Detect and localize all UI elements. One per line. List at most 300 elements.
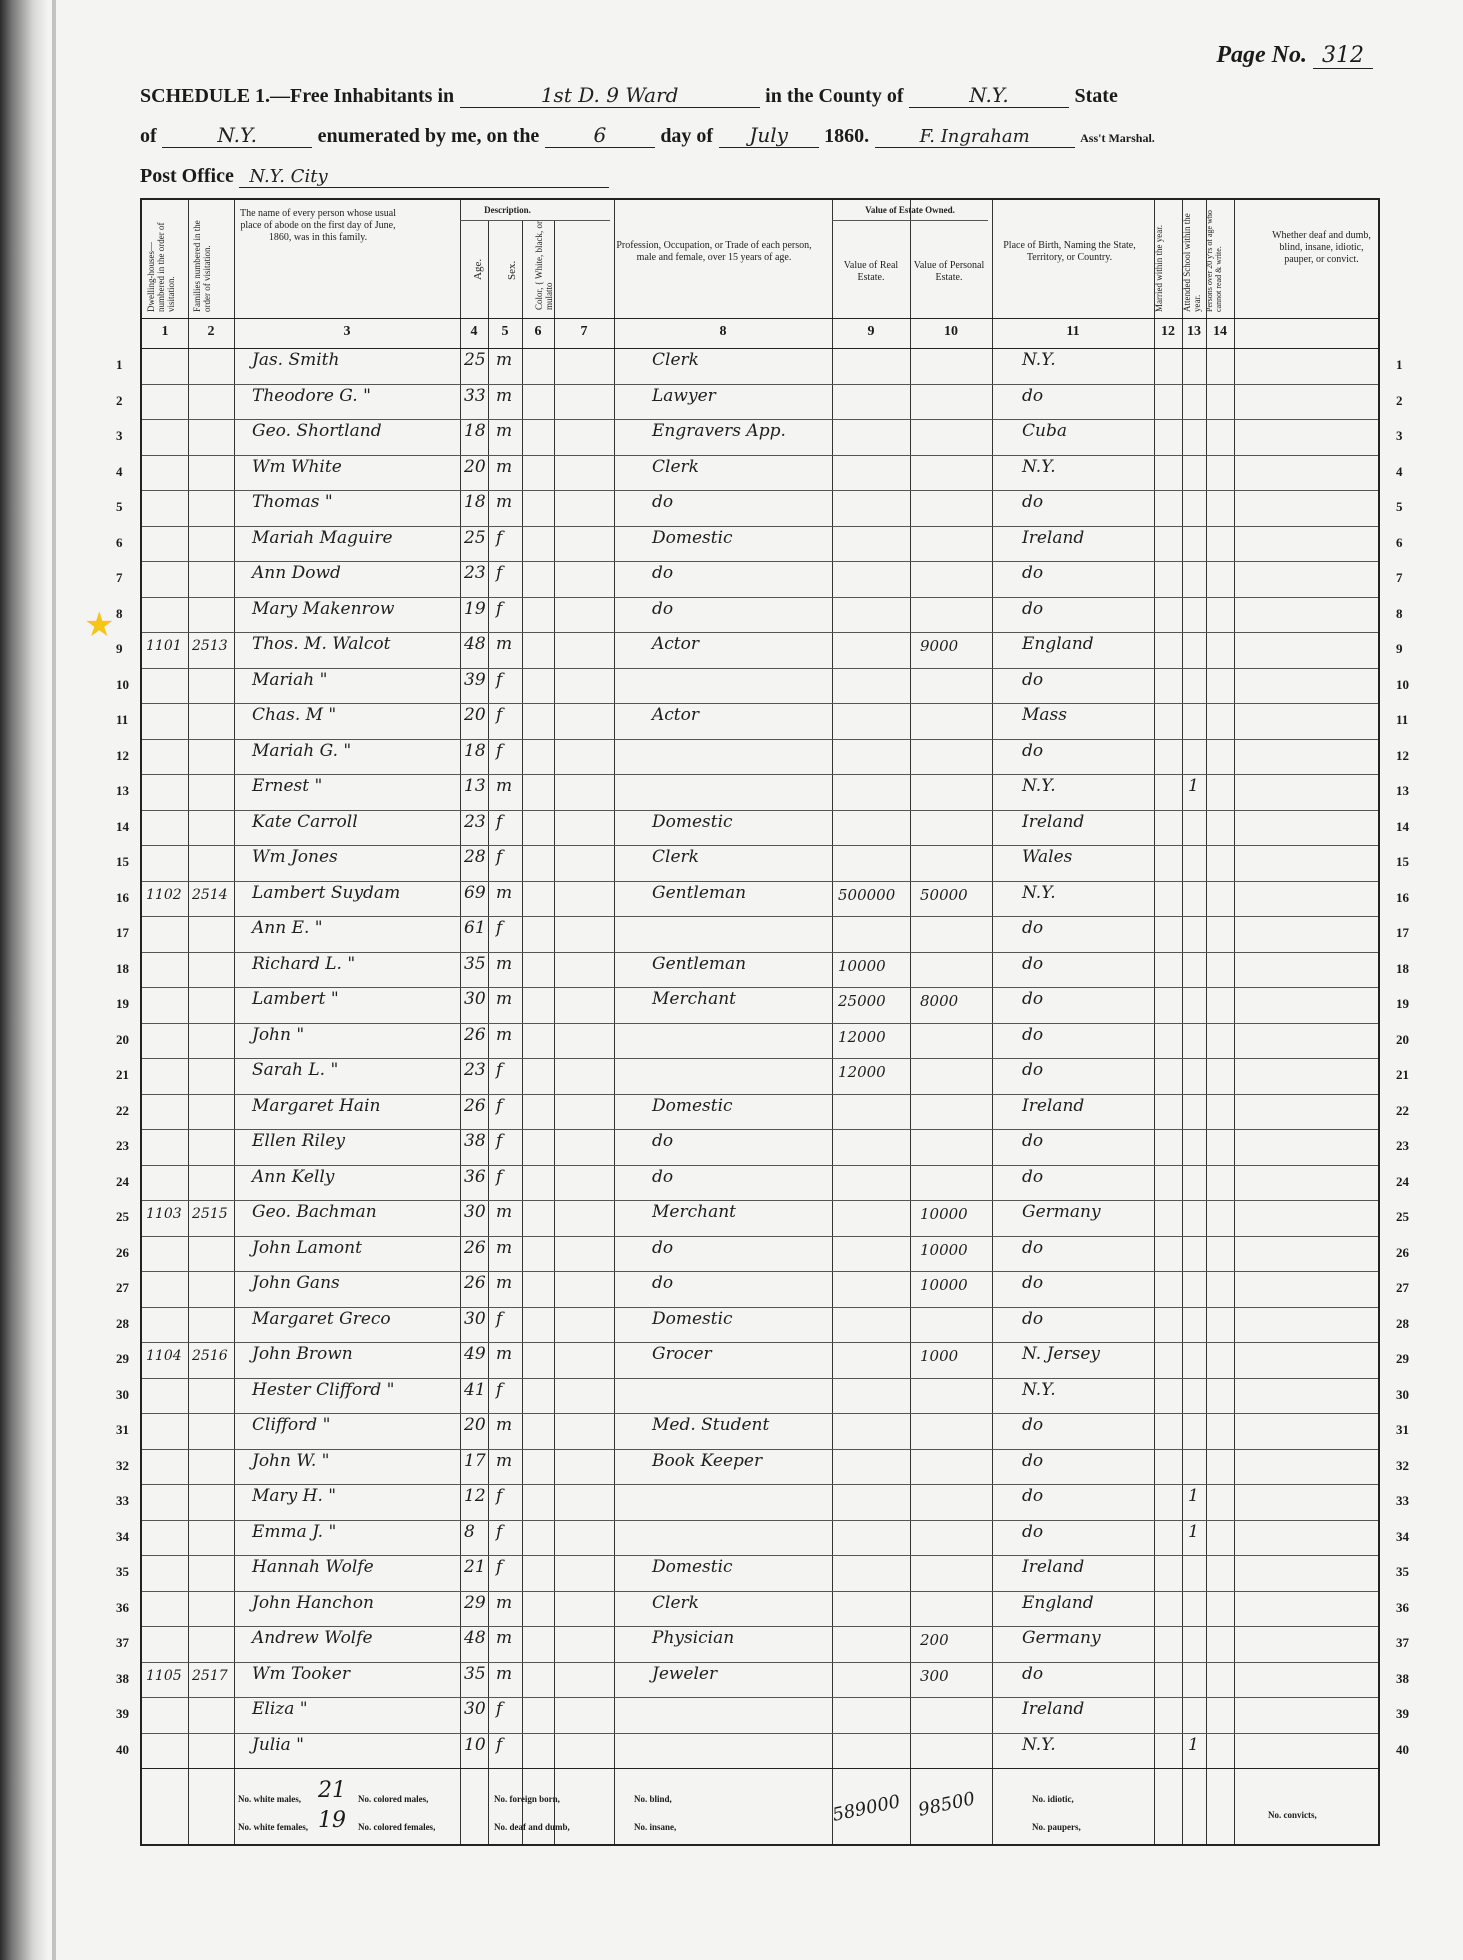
- table-row: [142, 1058, 1382, 1094]
- sex: m: [496, 776, 513, 796]
- table-row: [142, 1200, 1382, 1236]
- person-name: Sarah L. ": [252, 1060, 339, 1080]
- occupation: Domestic: [652, 1557, 733, 1577]
- table-row: [142, 1413, 1382, 1449]
- person-name: Thos. M. Walcot: [252, 634, 391, 654]
- sex: m: [496, 634, 513, 654]
- column-number: 3: [343, 324, 351, 339]
- row-number-left: 18: [116, 960, 129, 976]
- row-number-right: 27: [1396, 1280, 1409, 1295]
- header-illiterate: Persons over 20 y'rs of age who cannot read & write.: [1205, 210, 1223, 312]
- birthplace: do: [1022, 1131, 1044, 1151]
- row-number-left: 17: [116, 925, 129, 940]
- row-number-left: 1: [116, 357, 123, 372]
- row-number-left: 24: [116, 1173, 129, 1189]
- birthplace: do: [1022, 1273, 1044, 1293]
- age: 26: [464, 1273, 486, 1293]
- footer-deaf-dumb: No. deaf and dumb,: [494, 1822, 570, 1832]
- header-married: Married within the year.: [1154, 225, 1164, 312]
- row-number-left: 9: [116, 641, 123, 656]
- row-number-left: 37: [116, 1635, 129, 1650]
- birthplace: do: [1022, 1450, 1044, 1471]
- person-name: Andrew Wolfe: [252, 1628, 373, 1648]
- birthplace: do: [1022, 598, 1044, 619]
- person-name: Mariah Maguire: [252, 527, 393, 548]
- sex: f: [496, 598, 503, 619]
- footer-foreign-born: No. foreign born,: [494, 1794, 560, 1804]
- row-number-left: 4: [116, 463, 123, 479]
- footer-paupers: No. paupers,: [1032, 1822, 1081, 1832]
- row-number-right: 11: [1396, 712, 1409, 727]
- person-name: Chas. M ": [252, 705, 337, 725]
- age: 25: [464, 350, 486, 370]
- occupation: Actor: [652, 705, 699, 725]
- row-number-right: 28: [1396, 1315, 1409, 1331]
- header-estate: Value of Estate Owned.: [865, 205, 955, 215]
- family-number: 2517: [192, 1667, 228, 1684]
- birthplace: England: [1022, 1592, 1094, 1613]
- real-estate-value: 25000: [838, 992, 886, 1010]
- birthplace: Germany: [1022, 1202, 1101, 1222]
- page-edge-shadow: [0, 0, 48, 1960]
- sex: m: [496, 1237, 513, 1258]
- occupation: do: [652, 598, 674, 619]
- row-number-left: 28: [116, 1315, 129, 1331]
- table-row: [142, 774, 1382, 810]
- birthplace: do: [1022, 989, 1044, 1009]
- header-personal-estate: Value of Personal Estate.: [913, 260, 985, 283]
- subheader-divider: [460, 220, 610, 221]
- row-number-left: 25: [116, 1209, 129, 1224]
- personal-estate-value: 10000: [920, 1276, 968, 1294]
- birthplace: do: [1022, 385, 1044, 406]
- school-mark: 1: [1188, 1486, 1199, 1506]
- occupation: Domestic: [652, 1095, 733, 1116]
- row-number-left: 11: [116, 712, 129, 727]
- table-row: [142, 1626, 1382, 1662]
- person-name: Eliza ": [252, 1699, 308, 1719]
- sex: f: [496, 1308, 503, 1329]
- occupation: Domestic: [652, 527, 733, 548]
- personal-estate-value: 8000: [920, 992, 959, 1010]
- occupation: Domestic: [652, 811, 733, 832]
- age: 36: [464, 1166, 486, 1187]
- sex: m: [496, 1024, 513, 1045]
- row-number-left: 22: [116, 1102, 129, 1118]
- table-row: [142, 526, 1382, 562]
- occupation: Grocer: [652, 1344, 712, 1364]
- occupation: Med. Student: [652, 1415, 770, 1435]
- header-birthplace: Place of Birth, Naming the State, Territory, or Country.: [1003, 240, 1136, 263]
- row-number-left: 7: [116, 570, 123, 585]
- header-school: Attended School within the year.: [1182, 213, 1202, 312]
- header-description: Description.: [484, 205, 531, 215]
- age: 30: [464, 1202, 486, 1222]
- birthplace: Mass: [1022, 705, 1067, 725]
- person-name: Geo. Shortland: [252, 421, 382, 441]
- sex: f: [496, 1379, 503, 1400]
- person-name: Kate Carroll: [252, 811, 358, 832]
- row-number-left: 40: [116, 1741, 129, 1757]
- row-number-right: 6: [1396, 534, 1403, 550]
- table-row: [142, 1307, 1382, 1343]
- birthplace: N.Y.: [1022, 1379, 1056, 1400]
- row-number-right: 22: [1396, 1102, 1409, 1118]
- occupation: Merchant: [652, 989, 736, 1009]
- occupation: do: [652, 563, 674, 583]
- age: 30: [464, 1308, 486, 1329]
- row-number-left: 36: [116, 1599, 129, 1615]
- column-number: 14: [1213, 324, 1227, 339]
- row-number-right: 17: [1396, 925, 1409, 940]
- birthplace: Ireland: [1022, 1557, 1085, 1577]
- age: 19: [464, 598, 486, 619]
- footer-white-females: 19: [318, 1808, 346, 1833]
- age: 28: [464, 847, 486, 867]
- table-row: [142, 1555, 1382, 1591]
- person-name: John Gans: [252, 1273, 340, 1293]
- row-number-right: 8: [1396, 605, 1403, 621]
- row-number-left: 30: [116, 1386, 129, 1402]
- schedule-line-3: Post Office N.Y. City: [140, 162, 609, 188]
- census-table: [116, 198, 1409, 1846]
- table-row: [142, 1733, 1382, 1769]
- occupation: do: [652, 1237, 674, 1258]
- person-name: John Brown: [252, 1344, 353, 1364]
- person-name: John ": [252, 1024, 305, 1045]
- subheader-divider: [832, 220, 988, 221]
- row-number-left: 15: [116, 854, 129, 869]
- birthplace: Germany: [1022, 1628, 1101, 1648]
- person-name: Ernest ": [252, 776, 323, 796]
- footer-white-females-label: No. white females,: [238, 1822, 308, 1832]
- sex: f: [496, 918, 503, 938]
- personal-estate-value: 10000: [920, 1240, 968, 1259]
- table-row: [142, 1697, 1382, 1733]
- table-row: [142, 597, 1382, 633]
- age: 35: [464, 1663, 486, 1684]
- header-condition: Whether deaf and dumb, blind, insane, idiotic, pauper, or convict.: [1272, 230, 1371, 265]
- table-row: [142, 952, 1382, 988]
- sex: m: [496, 456, 513, 477]
- personal-estate-value: 10000: [920, 1205, 968, 1223]
- birthplace: N.Y.: [1022, 456, 1056, 477]
- age: 13: [464, 776, 486, 796]
- row-number-left: 5: [116, 499, 123, 514]
- row-number-right: 18: [1396, 960, 1409, 976]
- real-estate-value: 12000: [838, 1063, 886, 1081]
- birthplace: do: [1022, 953, 1044, 974]
- row-number-right: 20: [1396, 1031, 1409, 1047]
- table-row: [142, 845, 1382, 881]
- person-name: Clifford ": [252, 1415, 331, 1435]
- footer-white-males: 21: [318, 1778, 346, 1803]
- sex: f: [496, 563, 503, 583]
- row-number-right: 32: [1396, 1457, 1409, 1473]
- sex: f: [496, 1734, 503, 1755]
- table-rule: [142, 318, 1378, 319]
- personal-estate-value: 200: [920, 1631, 949, 1649]
- family-number: 2516: [192, 1348, 228, 1364]
- row-number-right: 7: [1396, 570, 1403, 585]
- schedule-line-2: of N.Y. enumerated by me, on the 6 day of July 1860. F. Ingraham Ass't Marshal.: [140, 123, 1155, 147]
- school-mark: 1: [1188, 1734, 1199, 1755]
- person-name: Lambert ": [252, 989, 339, 1009]
- column-number: 1: [161, 324, 169, 339]
- row-number-right: 29: [1396, 1351, 1409, 1366]
- footer-colored-females: No. colored females,: [358, 1822, 436, 1832]
- birthplace: do: [1022, 563, 1044, 583]
- row-number-right: 40: [1396, 1741, 1409, 1757]
- table-row: [142, 490, 1382, 526]
- person-name: Emma J. ": [252, 1521, 337, 1542]
- birthplace: Ireland: [1022, 527, 1085, 548]
- sex: f: [496, 1095, 503, 1116]
- person-name: Ann Kelly: [252, 1166, 335, 1187]
- occupation: Clerk: [652, 1592, 699, 1613]
- row-number-left: 21: [116, 1067, 129, 1082]
- age: 33: [464, 385, 486, 406]
- occupation: Actor: [652, 634, 699, 654]
- row-number-right: 15: [1396, 854, 1409, 869]
- sex: f: [496, 669, 503, 690]
- age: 12: [464, 1486, 486, 1506]
- person-name: Thomas ": [252, 492, 333, 512]
- table-row: [142, 1484, 1382, 1520]
- row-number-left: 34: [116, 1528, 129, 1544]
- person-name: Margaret Greco: [252, 1308, 391, 1329]
- person-name: Jas. Smith: [252, 350, 340, 370]
- person-name: Hannah Wolfe: [252, 1557, 374, 1577]
- occupation: Engravers App.: [652, 421, 786, 441]
- header-age: Age.: [472, 258, 484, 280]
- row-number-right: 25: [1396, 1209, 1409, 1224]
- birthplace: do: [1022, 669, 1044, 690]
- occupation: Clerk: [652, 350, 699, 370]
- header-real-estate: Value of Real Estate.: [843, 260, 899, 283]
- birthplace: do: [1022, 1024, 1044, 1045]
- birthplace: N.Y.: [1022, 882, 1056, 903]
- sex: f: [496, 740, 503, 761]
- birthplace: N. Jersey: [1022, 1344, 1100, 1364]
- row-number-right: 33: [1396, 1493, 1409, 1508]
- person-name: Ann E. ": [252, 918, 323, 938]
- table-row: [142, 1449, 1382, 1485]
- age: 30: [464, 989, 486, 1009]
- table-row: [142, 916, 1382, 952]
- age: 20: [464, 705, 486, 725]
- age: 23: [464, 811, 486, 832]
- table-row: [142, 455, 1382, 491]
- footer-personal-estate-total: 98500: [916, 1788, 977, 1821]
- birthplace: do: [1022, 918, 1044, 938]
- age: 20: [464, 1415, 486, 1435]
- occupation: do: [652, 1166, 674, 1187]
- school-mark: 1: [1188, 776, 1199, 796]
- real-estate-value: 500000: [838, 885, 896, 904]
- real-estate-value: 12000: [838, 1027, 886, 1046]
- table-row: [142, 561, 1382, 597]
- dwelling-number: 1105: [146, 1667, 182, 1684]
- person-name: Wm White: [252, 456, 342, 477]
- person-name: Mariah ": [252, 669, 328, 690]
- family-number: 2513: [192, 638, 228, 654]
- table-row: [142, 1662, 1382, 1698]
- table-row: [142, 668, 1382, 704]
- column-number: 11: [1066, 324, 1080, 339]
- birthplace: do: [1022, 1237, 1044, 1258]
- sex: m: [496, 882, 513, 903]
- sex: m: [496, 492, 513, 512]
- column-number: 2: [207, 324, 215, 339]
- footer-white-males-label: No. white males,: [238, 1794, 301, 1804]
- birthplace: do: [1022, 1308, 1044, 1329]
- row-number-right: 31: [1396, 1422, 1409, 1437]
- birthplace: N.Y.: [1022, 350, 1056, 370]
- row-number-left: 8: [116, 605, 123, 621]
- personal-estate-value: 50000: [920, 885, 968, 904]
- birthplace: do: [1022, 492, 1044, 512]
- occupation: Gentleman: [652, 882, 747, 903]
- sex: f: [496, 1131, 503, 1151]
- sex: f: [496, 1166, 503, 1187]
- row-number-left: 6: [116, 534, 123, 550]
- row-number-right: 5: [1396, 499, 1403, 514]
- sex: m: [496, 421, 513, 441]
- row-number-right: 13: [1396, 783, 1409, 798]
- occupation: do: [652, 492, 674, 512]
- page-number: Page No. 312: [1216, 42, 1373, 69]
- sex: m: [496, 1450, 513, 1471]
- table-row: [142, 881, 1382, 917]
- birthplace: Wales: [1022, 847, 1073, 867]
- column-number: 12: [1161, 324, 1175, 339]
- sex: f: [496, 1699, 503, 1719]
- age: 26: [464, 1024, 486, 1045]
- person-name: Wm Tooker: [252, 1663, 350, 1684]
- row-number-left: 39: [116, 1706, 129, 1721]
- age: 18: [464, 421, 486, 441]
- sex: m: [496, 1628, 513, 1648]
- column-number: 4: [470, 324, 478, 339]
- sex: f: [496, 847, 503, 867]
- person-name: John Lamont: [252, 1237, 362, 1258]
- sex: f: [496, 1521, 503, 1542]
- row-number-left: 33: [116, 1493, 129, 1508]
- birthplace: England: [1022, 634, 1094, 654]
- row-number-right: 36: [1396, 1599, 1409, 1615]
- dwelling-number: 1101: [146, 638, 182, 654]
- table-row: [142, 419, 1382, 455]
- occupation: Book Keeper: [652, 1450, 763, 1471]
- table-row: [142, 384, 1382, 420]
- footer-convicts: No. convicts,: [1268, 1810, 1317, 1820]
- table-row: [142, 1023, 1382, 1059]
- row-number-left: 2: [116, 392, 123, 408]
- school-mark: 1: [1188, 1521, 1199, 1542]
- column-number: 5: [501, 324, 509, 339]
- table-row: [142, 1520, 1382, 1556]
- occupation: Clerk: [652, 847, 699, 867]
- age: 41: [464, 1379, 486, 1400]
- age: 35: [464, 953, 486, 974]
- age: 18: [464, 740, 486, 761]
- sex: m: [496, 1202, 513, 1222]
- age: 30: [464, 1699, 486, 1719]
- row-number-right: 26: [1396, 1244, 1409, 1260]
- table-row: [142, 1094, 1382, 1130]
- table-row: [142, 1271, 1382, 1307]
- personal-estate-value: 300: [920, 1666, 949, 1685]
- row-number-left: 29: [116, 1351, 129, 1366]
- header-dwelling: Dwelling-houses—numbered in the order of visitation.: [146, 222, 176, 312]
- sex: m: [496, 385, 513, 406]
- dwelling-number: 1102: [146, 886, 182, 903]
- row-number-right: 35: [1396, 1564, 1409, 1579]
- person-name: Mary Makenrow: [252, 598, 395, 619]
- table-row: [142, 1129, 1382, 1165]
- occupation: Jeweler: [652, 1663, 718, 1684]
- sex: m: [496, 953, 513, 974]
- row-number-right: 39: [1396, 1706, 1409, 1721]
- age: 21: [464, 1557, 486, 1577]
- row-number-left: 26: [116, 1244, 129, 1260]
- age: 8: [464, 1521, 475, 1542]
- age: 48: [464, 1628, 486, 1648]
- row-number-right: 24: [1396, 1173, 1409, 1189]
- age: 69: [464, 882, 486, 903]
- sex: f: [496, 811, 503, 832]
- table-row: [142, 1236, 1382, 1272]
- age: 18: [464, 492, 486, 512]
- person-name: Ellen Riley: [252, 1131, 346, 1151]
- row-number-left: 19: [116, 996, 129, 1011]
- person-name: Wm Jones: [252, 847, 338, 867]
- table-row: [142, 1378, 1382, 1414]
- occupation: do: [652, 1273, 674, 1293]
- person-name: Theodore G. ": [252, 385, 371, 406]
- row-number-left: 16: [116, 889, 129, 905]
- header-sex: Sex.: [506, 260, 518, 280]
- row-number-left: 31: [116, 1422, 129, 1437]
- footer-real-estate-total: 589000: [830, 1791, 903, 1826]
- birthplace: N.Y.: [1022, 1734, 1056, 1755]
- star-icon[interactable]: ★: [84, 605, 115, 645]
- family-number: 2514: [192, 886, 228, 903]
- table-row: [142, 1165, 1382, 1201]
- sex: m: [496, 350, 513, 370]
- family-number: 2515: [192, 1206, 228, 1222]
- row-number-right: 14: [1396, 818, 1409, 834]
- birthplace: do: [1022, 1166, 1044, 1187]
- footer-colored-males: No. colored males,: [358, 1794, 429, 1804]
- birthplace: do: [1022, 1486, 1044, 1506]
- age: 23: [464, 563, 486, 583]
- person-name: Julia ": [252, 1734, 304, 1755]
- row-number-left: 35: [116, 1564, 129, 1579]
- header-occupation: Profession, Occupation, or Trade of each person, male and female, over 15 years of age.: [616, 240, 812, 263]
- header-family: Families numbered in the order of visitation.: [192, 220, 212, 312]
- row-number-left: 27: [116, 1280, 129, 1295]
- occupation: Domestic: [652, 1308, 733, 1329]
- birthplace: Cuba: [1022, 421, 1067, 441]
- birthplace: Ireland: [1022, 1699, 1085, 1719]
- occupation: Clerk: [652, 456, 699, 477]
- column-number: 7: [580, 324, 588, 339]
- sex: m: [496, 989, 513, 1009]
- occupation: Gentleman: [652, 953, 747, 974]
- footer-insane: No. insane,: [634, 1822, 677, 1832]
